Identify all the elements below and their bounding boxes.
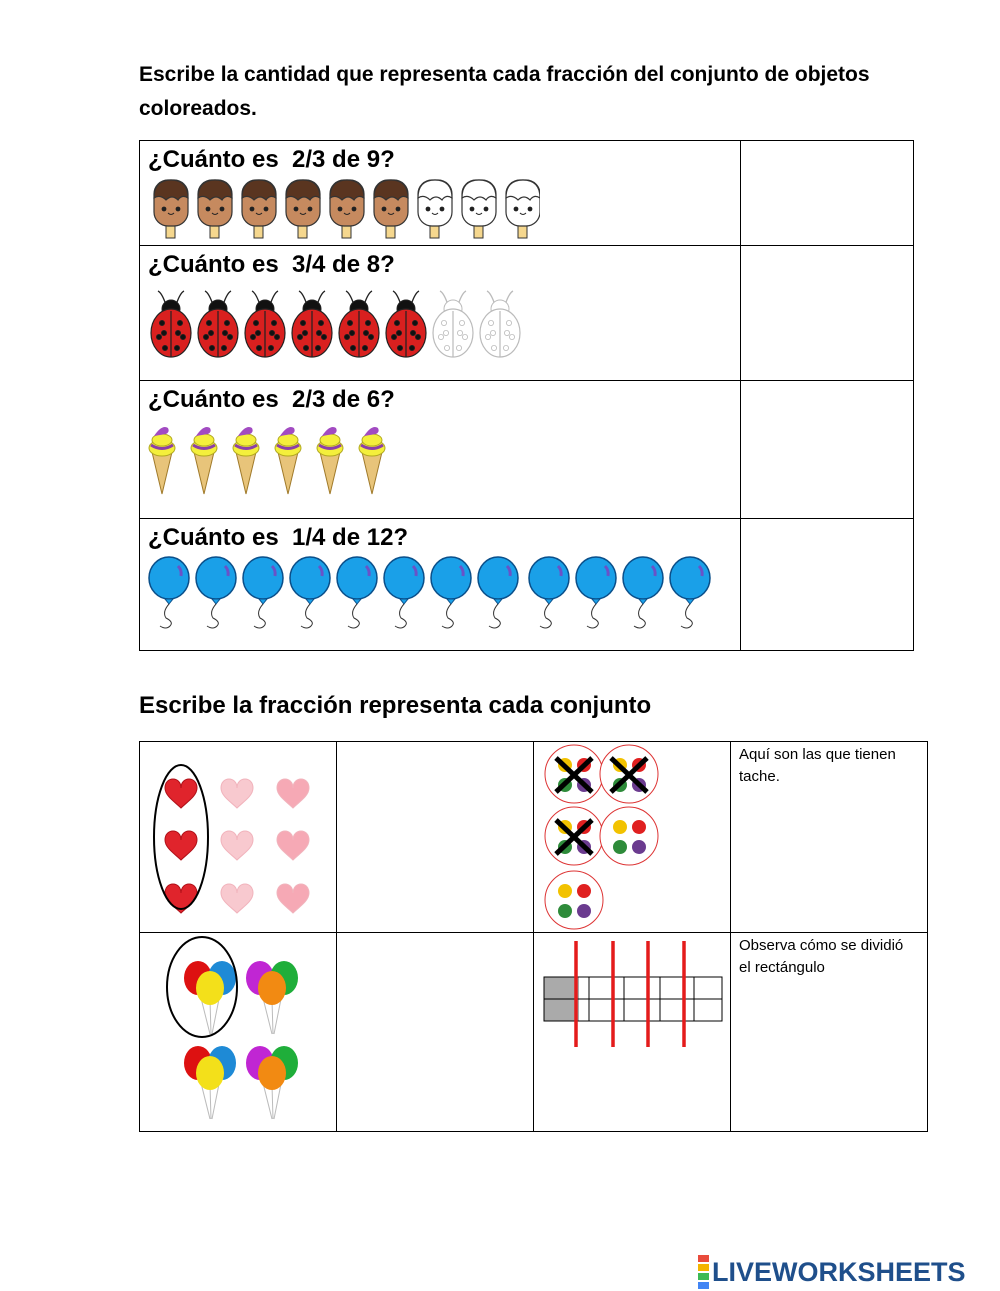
balloon-bunch-icon xyxy=(246,1046,298,1119)
question-cell xyxy=(140,246,741,381)
question-text: ¿Cuánto es 1/4 de 12? xyxy=(148,524,409,551)
answer-cell[interactable] xyxy=(741,519,914,651)
popsicle-icon xyxy=(198,180,232,238)
fruit-plate-icon xyxy=(545,745,603,803)
balloon-icon xyxy=(384,557,424,628)
answer-cell[interactable] xyxy=(741,381,914,519)
ice-cream-cone-icon xyxy=(275,427,301,494)
fruit-plate-icon xyxy=(600,745,658,803)
ladybug-icon xyxy=(480,291,520,357)
heart-icon xyxy=(165,831,197,860)
logo-block xyxy=(698,1264,709,1271)
instruction-text: Escribe la cantidad que representa cada fracción del conjunto de objetos coloreados. xyxy=(139,63,870,120)
popsicle-icon xyxy=(418,180,452,238)
note-cell[interactable] xyxy=(731,742,928,933)
heart-icon xyxy=(277,884,309,913)
ice-cream-cone-icon xyxy=(191,427,217,494)
popsicle-icon xyxy=(506,180,540,238)
question-text: ¿Cuánto es 2/3 de 9? xyxy=(148,146,395,173)
popsicle-icon xyxy=(242,180,276,238)
note-text: Observa cómo se dividió el rectángulo xyxy=(739,937,904,976)
table-row xyxy=(140,519,914,651)
hearts-image xyxy=(140,742,336,932)
fruits-set-cell xyxy=(534,742,731,933)
table-row xyxy=(140,381,914,519)
balloon-icons xyxy=(140,556,730,636)
answer-cell[interactable] xyxy=(337,742,534,933)
note-cell[interactable] xyxy=(731,933,928,1132)
heart-icon xyxy=(221,831,253,860)
balloon-icon xyxy=(290,557,330,628)
popsicle-icon xyxy=(374,180,408,238)
question-text: ¿Cuánto es 2/3 de 6? xyxy=(148,386,395,413)
table-row xyxy=(140,246,914,381)
logo-icon xyxy=(698,1254,709,1290)
ladybug-icon xyxy=(339,291,379,357)
balloons-set-cell xyxy=(140,933,337,1132)
heart-icon xyxy=(221,884,253,913)
question-cell xyxy=(140,141,741,246)
fruit-plate-icon xyxy=(545,871,603,929)
balloon-bunches-image xyxy=(140,933,336,1131)
popsicle-icon xyxy=(462,180,496,238)
balloon-icon xyxy=(623,557,663,628)
ice-cream-cone-icon xyxy=(317,427,343,494)
popsicle-icon xyxy=(286,180,320,238)
table-row xyxy=(140,141,914,246)
note-text: Aquí son las que tienen tache. xyxy=(739,746,896,785)
section-heading: Escribe la fracción representa cada conjunto xyxy=(139,692,652,719)
ladybug-icon xyxy=(386,291,426,357)
heart-icon xyxy=(277,779,309,808)
balloon-icon xyxy=(431,557,471,628)
ladybug-icon xyxy=(151,291,191,357)
balloon-icon xyxy=(529,557,569,628)
ladybug-icon xyxy=(433,291,473,357)
answer-cell[interactable] xyxy=(741,246,914,381)
popsicle-icon xyxy=(154,180,188,238)
ladybug-icon xyxy=(292,291,332,357)
fruit-plate-icon xyxy=(545,807,603,865)
balloon-icon xyxy=(478,557,518,628)
answer-cell[interactable] xyxy=(337,933,534,1132)
balloon-bunch-icon xyxy=(184,961,236,1034)
ice-cream-cone-icon xyxy=(233,427,259,494)
balloon-icon xyxy=(576,557,616,628)
logo-block xyxy=(698,1273,709,1280)
answer-cell[interactable] xyxy=(741,141,914,246)
popsicle-icons xyxy=(140,174,540,240)
ladybug-icon xyxy=(245,291,285,357)
heart-icon xyxy=(221,779,253,808)
question-cell xyxy=(140,381,741,519)
balloon-icon xyxy=(243,557,283,628)
balloon-icon xyxy=(196,557,236,628)
logo-block xyxy=(698,1255,709,1262)
balloon-icon xyxy=(149,557,189,628)
logo-block xyxy=(698,1282,709,1289)
ice-cream-cone-icon xyxy=(359,427,385,494)
liveworksheets-logo xyxy=(698,1254,966,1290)
ladybug-icon xyxy=(198,291,238,357)
balloon-icon xyxy=(337,557,377,628)
table-row xyxy=(140,933,928,1132)
ladybug-icons xyxy=(140,285,540,365)
ice-cream-icons xyxy=(140,422,540,496)
popsicle-icon xyxy=(330,180,364,238)
heart-icon xyxy=(277,831,309,860)
logo-text: LIVEWORKSHEETS xyxy=(712,1256,966,1287)
question-cell xyxy=(140,519,741,651)
ice-cream-cone-icon xyxy=(149,427,175,494)
balloon-bunch-icon xyxy=(184,1046,236,1119)
fruit-plate-icon xyxy=(600,807,658,865)
divided-rectangle-image xyxy=(534,933,730,1131)
balloon-icon xyxy=(670,557,710,628)
table-row xyxy=(140,742,928,933)
heart-icon xyxy=(165,779,197,808)
fruit-plates-image xyxy=(534,742,730,932)
hearts-set-cell xyxy=(140,742,337,933)
quantity-table xyxy=(139,140,914,651)
balloon-bunch-icon xyxy=(246,961,298,1034)
rectangle-set-cell xyxy=(534,933,731,1132)
fraction-table xyxy=(139,741,928,1132)
question-text: ¿Cuánto es 3/4 de 8? xyxy=(148,251,395,278)
